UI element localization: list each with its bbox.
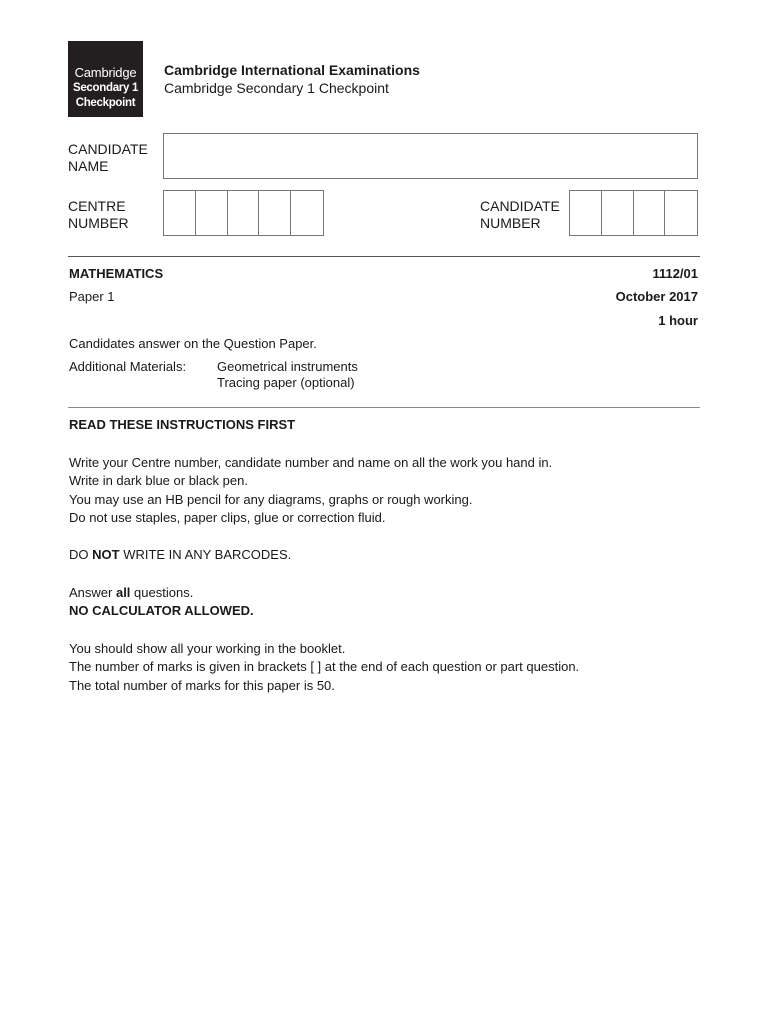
barcode-instruction: DO NOT WRITE IN ANY BARCODES.: [69, 547, 292, 562]
instruction-line: Do not use staples, paper clips, glue or correction fluid.: [69, 509, 386, 525]
divider: [68, 407, 700, 408]
instruction-line: Write your Centre number, candidate number and name on all the work you hand in.: [69, 455, 553, 470]
candidate-number-digit-box[interactable]: [570, 191, 602, 235]
candidate-name-field[interactable]: [163, 133, 698, 179]
answer-instruction: Candidates answer on the Question Paper.: [69, 336, 317, 351]
paper-code: 1112/01: [652, 266, 698, 281]
instructions-block: [69, 454, 552, 527]
divider: [68, 256, 700, 257]
paper-number: Paper 1: [69, 289, 115, 304]
materials-list: [217, 359, 358, 391]
logo-line-1: Cambridge: [74, 65, 137, 80]
instruction-line: You may use an HB pencil for any diagrams, graphs or rough working.: [69, 491, 473, 507]
centre-number-digit-box[interactable]: [291, 191, 323, 235]
no-calculator-notice: NO CALCULATOR ALLOWED.: [69, 603, 254, 619]
organization-subtitle: Cambridge Secondary 1 Checkpoint: [164, 80, 389, 96]
candidate-number-boxes: [569, 190, 698, 236]
centre-number-boxes: [163, 190, 324, 236]
centre-number-digit-box[interactable]: [259, 191, 291, 235]
marks-instructions-block: [69, 640, 579, 695]
instruction-line: Write in dark blue or black pen.: [69, 473, 248, 489]
centre-number-label: CENTRE NUMBER: [68, 198, 129, 231]
exam-duration: 1 hour: [658, 313, 698, 328]
material-item: Tracing paper (optional): [217, 375, 355, 390]
centre-number-digit-box[interactable]: [196, 191, 228, 235]
answer-all-instruction: Answer all questions. NO CALCULATOR ALLOWED.: [69, 584, 254, 621]
organization-name: Cambridge International Examinations: [164, 62, 420, 78]
centre-number-digit-box[interactable]: [228, 191, 260, 235]
candidate-number-digit-box[interactable]: [665, 191, 697, 235]
cambridge-checkpoint-logo: [68, 41, 143, 117]
materials-label: Additional Materials:: [69, 359, 187, 374]
instruction-line: You should show all your working in the booklet.: [69, 641, 346, 656]
logo-line-2: Secondary 1: [72, 82, 139, 94]
instruction-line: The total number of marks for this paper is 50.: [69, 677, 335, 693]
exam-date: October 2017: [615, 289, 698, 304]
logo-line-3: Checkpoint: [75, 97, 136, 109]
candidate-number-digit-box[interactable]: [634, 191, 666, 235]
centre-number-digit-box[interactable]: [164, 191, 196, 235]
material-item: Geometrical instruments: [217, 359, 358, 374]
candidate-number-digit-box[interactable]: [602, 191, 634, 235]
candidate-number-label: CANDIDATE NUMBER: [480, 198, 560, 231]
instructions-heading: READ THESE INSTRUCTIONS FIRST: [69, 417, 296, 432]
subject-title: MATHEMATICS: [69, 266, 164, 281]
candidate-name-label: CANDIDATE NAME: [68, 141, 148, 174]
instruction-line: The number of marks is given in brackets [ ] at the end of each question or part question.: [69, 659, 580, 675]
